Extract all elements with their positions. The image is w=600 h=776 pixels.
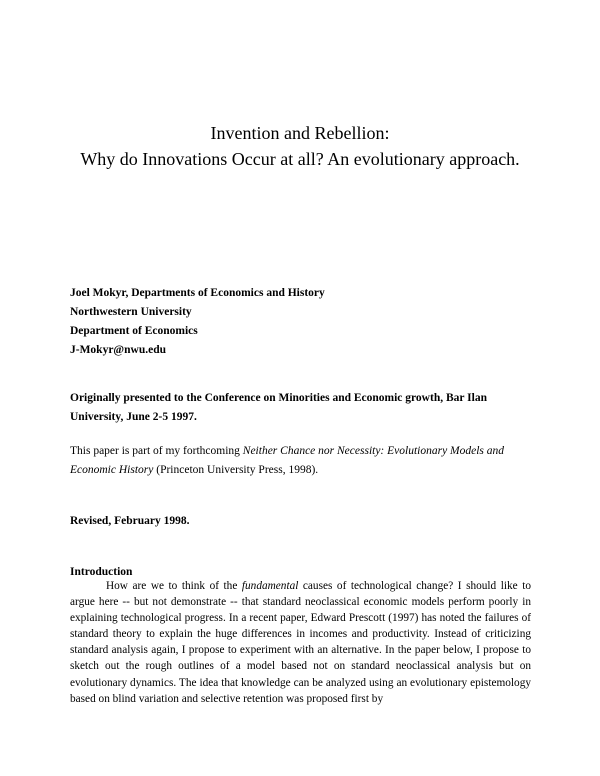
intro-emphasis: fundamental bbox=[241, 580, 299, 592]
author-block bbox=[70, 284, 325, 360]
book-note bbox=[70, 442, 540, 480]
intro-text-rest: causes of technological change? I should like to argue here -- but not demonstrate -- that standard neoclassical economic models perform poorly in explaining technological progress. In a recent paper, Edward Prescott (1997) has noted the failures of standard theory to explain the huge differences in incomes and productivity. Instead of criticizing standard analysis again, I propose to experiment with an alternative. In the paper below, I propose to sketch out the rough outlines of a model based not on standard neoclassical analysis but on evolutionary dynamics. The idea that knowledge can be analyzed using an evolutionary epistemology based on blind variation and selective retention was proposed first by bbox=[70, 580, 532, 705]
presentation-note: Originally presented to the Conference on Minorities and Economic growth, Bar Ilan University, June 2-5 1997. bbox=[70, 392, 487, 423]
revision-date: Revised, February 1998. bbox=[70, 515, 190, 527]
introduction-paragraph bbox=[70, 578, 531, 707]
book-title: Neither Chance nor Necessity: Evolutionary Models and Economic History bbox=[70, 445, 505, 476]
author-department: Department of Economics bbox=[70, 325, 198, 337]
paper-title bbox=[0, 120, 600, 172]
author-institution: Northwestern University bbox=[70, 306, 192, 318]
author-name: Joel Mokyr, Departments of Economics and History bbox=[70, 287, 325, 299]
introduction-heading: Introduction bbox=[70, 566, 133, 578]
book-note-suffix: (Princeton University Press, 1998). bbox=[153, 464, 319, 476]
intro-text-start: How are we to think of the bbox=[106, 580, 242, 592]
title-line-2: Why do Innovations Occur at all? An evolutionary approach. bbox=[80, 149, 520, 169]
author-email: J-Mokyr@nwu.edu bbox=[70, 344, 166, 356]
title-line-1: Invention and Rebellion: bbox=[210, 123, 390, 143]
book-note-prefix: This paper is part of my forthcoming bbox=[70, 445, 243, 457]
